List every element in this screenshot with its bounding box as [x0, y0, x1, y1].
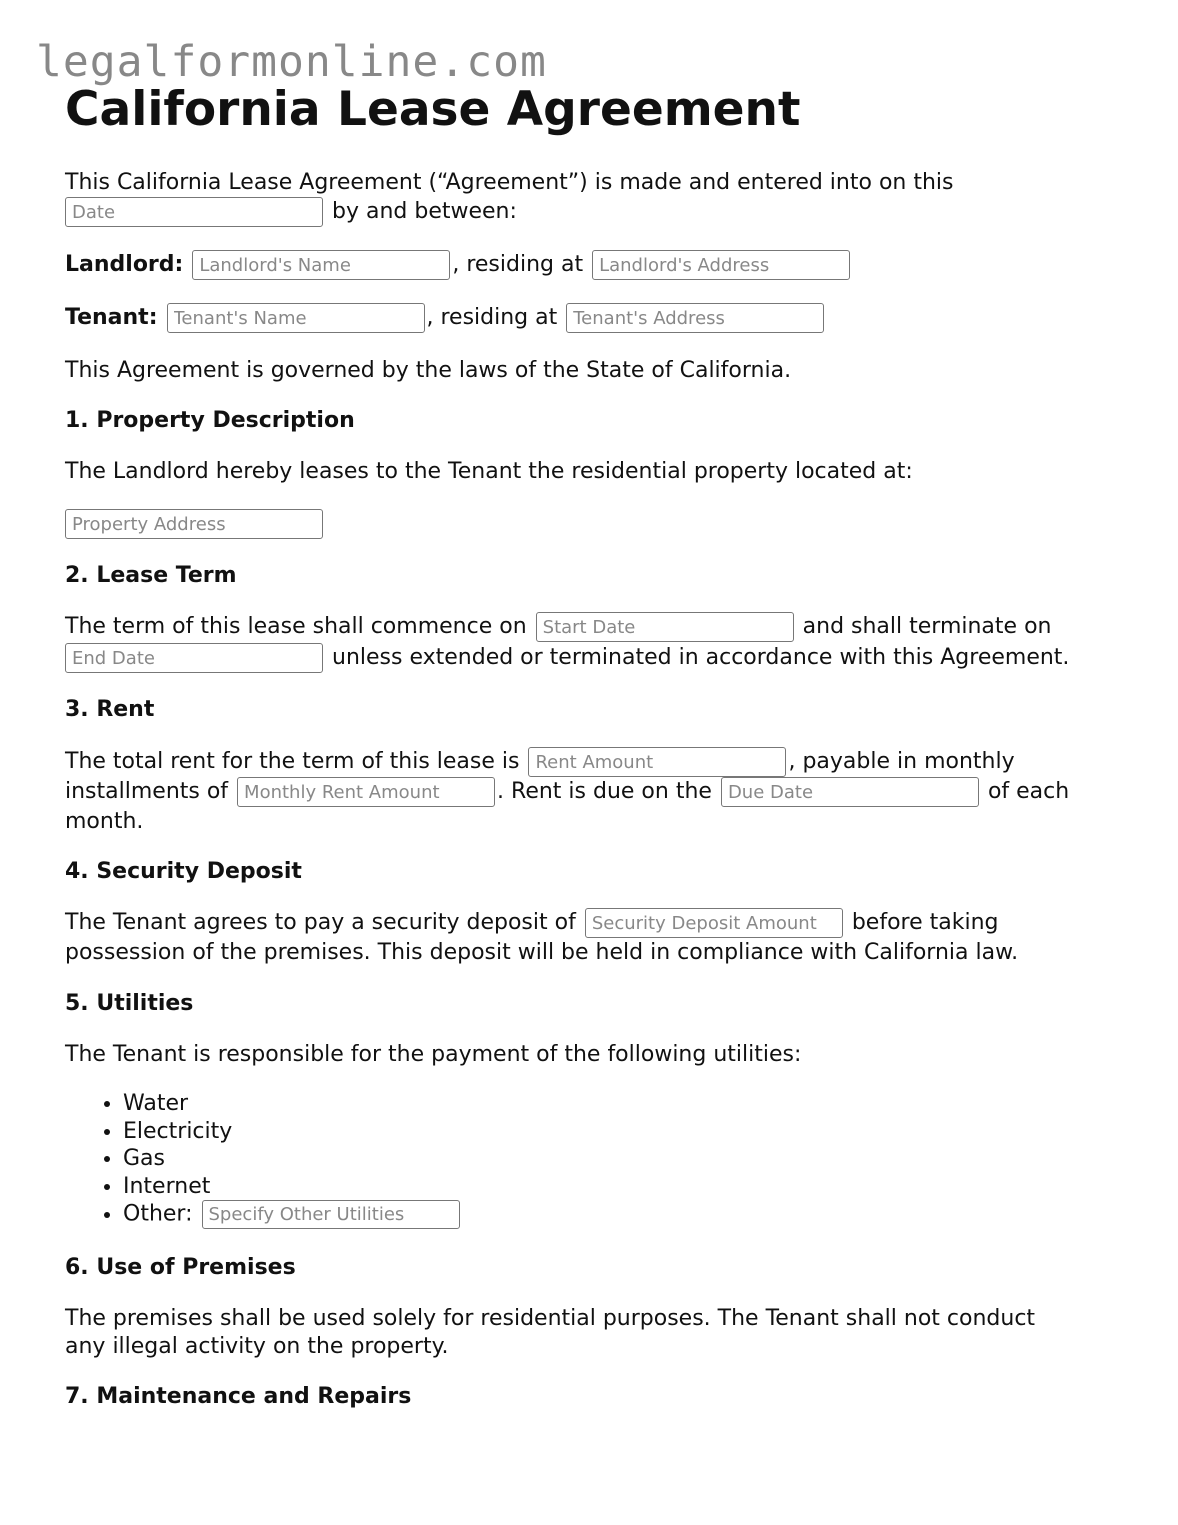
intro-text: This California Lease Agreement (“Agreement”) is made and entered into on this	[65, 170, 954, 195]
use-text-1: The premises shall be used solely for residential purposes. The Tenant shall not conduct	[65, 1306, 1036, 1331]
section-heading-property: 1. Property Description	[65, 408, 355, 433]
rent-line-1	[65, 747, 1015, 777]
property-line	[65, 509, 325, 539]
term-text-2: and shall terminate on	[802, 614, 1052, 639]
landlord-residing-text: , residing at	[452, 252, 584, 277]
tenant-label: Tenant:	[65, 305, 158, 330]
end-date-input[interactable]	[65, 643, 323, 673]
list-item: • Gas	[123, 1145, 462, 1173]
rent-text-3: installments of	[65, 779, 229, 804]
section-heading-rent: 3. Rent	[65, 697, 155, 722]
term-text-1: The term of this lease shall commence on	[65, 614, 527, 639]
rent-text-5: of each	[987, 779, 1070, 804]
rent-text-1: The total rent for the term of this lease is	[65, 749, 520, 774]
governing-law-text: This Agreement is governed by the laws of the State of California.	[65, 358, 792, 383]
section-heading-term: 2. Lease Term	[65, 563, 237, 588]
rent-text-2: , payable in monthly	[788, 749, 1015, 774]
property-text: The Landlord hereby leases to the Tenant the residential property located at:	[65, 459, 913, 484]
rent-text-6: month.	[65, 809, 144, 834]
list-item-other	[123, 1200, 462, 1229]
intro-line-1	[65, 168, 954, 198]
deposit-text-3: possession of the premises. This deposit will be held in compliance with California law.	[65, 940, 1019, 965]
term-line-2	[65, 643, 1069, 673]
landlord-label: Landlord:	[65, 252, 184, 277]
tenant-name-input[interactable]	[167, 303, 425, 333]
section-heading-deposit: 4. Security Deposit	[65, 859, 302, 884]
list-item: • Electricity	[123, 1118, 462, 1146]
deposit-line-1	[65, 908, 999, 938]
rent-amount-input[interactable]	[528, 747, 786, 777]
watermark: legalformonline.com	[36, 37, 547, 87]
section-heading-use: 6. Use of Premises	[65, 1255, 296, 1280]
date-input[interactable]	[65, 197, 323, 227]
due-date-input[interactable]	[721, 777, 979, 807]
tenant-line	[65, 303, 826, 333]
list-item: • Internet	[123, 1173, 462, 1201]
tenant-residing-text: , residing at	[426, 305, 558, 330]
landlord-name-input[interactable]	[192, 250, 450, 280]
rent-line-2	[65, 777, 1069, 807]
monthly-rent-input[interactable]	[237, 777, 495, 807]
rent-text-4: . Rent is due on the	[497, 779, 712, 804]
start-date-input[interactable]	[536, 612, 794, 642]
intro-text-after: by and between:	[332, 199, 517, 224]
deposit-text-2: before taking	[851, 910, 999, 935]
property-address-input[interactable]	[65, 509, 323, 539]
other-utilities-input[interactable]	[202, 1200, 460, 1229]
utilities-text: The Tenant is responsible for the payment of the following utilities:	[65, 1042, 802, 1067]
section-heading-utilities: 5. Utilities	[65, 991, 194, 1016]
section-heading-maintenance: 7. Maintenance and Repairs	[65, 1384, 412, 1409]
deposit-text-1: The Tenant agrees to pay a security deposit of	[65, 910, 576, 935]
term-text-3: unless extended or terminated in accordance with this Agreement.	[332, 645, 1070, 670]
other-label: Other:	[123, 1201, 193, 1227]
tenant-address-input[interactable]	[566, 303, 824, 333]
intro-line-2	[65, 197, 517, 227]
landlord-address-input[interactable]	[592, 250, 850, 280]
term-line-1	[65, 612, 1051, 642]
landlord-line	[65, 250, 852, 280]
use-text-2: any illegal activity on the property.	[65, 1334, 449, 1359]
utilities-list	[65, 1090, 462, 1229]
security-deposit-input[interactable]	[585, 908, 843, 938]
page-title: California Lease Agreement	[65, 82, 801, 137]
list-item: • Water	[123, 1090, 462, 1118]
